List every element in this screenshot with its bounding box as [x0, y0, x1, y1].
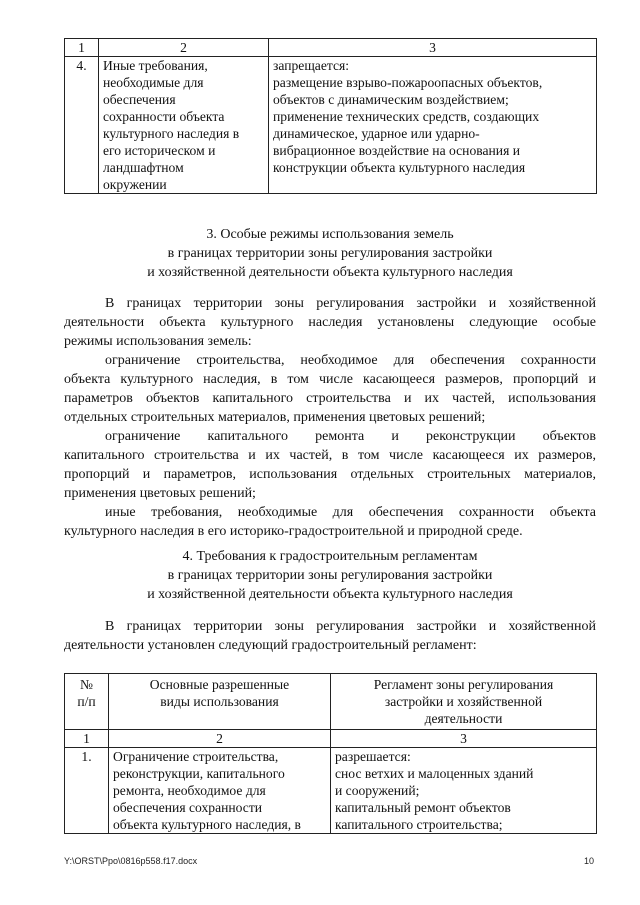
permitted-use-cell — [109, 748, 331, 834]
cell-line: снос ветхих и малоценных зданий — [335, 766, 534, 781]
text-line: ограничение капитального ремонта и реконструкции объектов — [105, 429, 596, 444]
cell-line: размещение взрыво-пожароопасных объектов, — [273, 75, 543, 90]
cell-line: обеспечения — [103, 92, 176, 107]
cell-line: применение технических средств, создающих — [273, 109, 540, 124]
urban-planning-regulation-table — [64, 673, 597, 834]
header-line: Регламент зоны регулирования — [373, 677, 554, 692]
text-line: деятельности установлен следующий градостроительный регламент: — [64, 638, 477, 653]
text-line: культурного наследия в его историко-градостроительной и природной среде. — [64, 524, 523, 539]
header-line: № — [80, 677, 93, 692]
table-header-numbers-row — [65, 39, 597, 57]
cell-line: объекта культурного наследия, в — [113, 817, 301, 832]
text-line: объекта культурного наследия, в том числе касающееся размеров, пропорций и — [64, 372, 596, 387]
header-line: Основные разрешенные — [149, 677, 290, 692]
text-line: иные требования, необходимые для обеспечения сохранности объекта — [105, 505, 596, 520]
requirement-type-cell — [99, 57, 269, 194]
text-line: режимы использования земель: — [64, 334, 252, 349]
table-row — [65, 57, 597, 194]
cell-line: динамическое, ударное или ударно- — [273, 126, 480, 141]
title-line: и хозяйственной деятельности объекта культурного наследия — [147, 265, 513, 280]
cell-line: вибрационное воздействие на основания и — [273, 143, 520, 158]
column-number-3: 3 — [269, 39, 597, 57]
text-line: деятельности объекта культурного наследия установлены следующие особые — [64, 315, 596, 330]
section-3-body — [64, 294, 596, 541]
header-permitted-uses-cell — [109, 674, 331, 730]
text-line: отдельных строительных материалов, применения цветовых решений; — [64, 410, 486, 425]
requirements-table-continued — [64, 38, 597, 194]
cell-line: ремонта, необходимое для — [113, 783, 266, 798]
cell-line: сохранности объекта — [103, 109, 225, 124]
text-line: В границах территории зоны регулирования застройки и хозяйственной — [105, 296, 596, 311]
regulation-cell — [331, 748, 597, 834]
cell-line: запрещается: — [273, 58, 350, 73]
title-line: в границах территории зоны регулирования застройки — [167, 568, 493, 583]
text-line: параметров объектов капитального строительства и их частей, использования — [64, 391, 596, 406]
text-line: ограничение строительства, необходимое для обеспечения сохранности — [105, 353, 596, 368]
cell-line: Иные требования, — [103, 58, 208, 73]
cell-line: капитальный ремонт объектов — [335, 800, 511, 815]
header-line: застройки и хозяйственной — [384, 694, 543, 709]
column-number-2: 2 — [99, 39, 269, 57]
column-number-3: 3 — [331, 730, 597, 748]
cell-line: конструкции объекта культурного наследия — [273, 160, 526, 175]
cell-line: объектов с динамическим воздействием; — [273, 92, 509, 107]
header-number-cell — [65, 674, 109, 730]
header-line: виды использования — [160, 694, 279, 709]
cell-line: культурного наследия в — [103, 126, 240, 141]
title-line: 3. Особые режимы использования земель — [206, 227, 454, 242]
cell-line: обеспечения сохранности — [113, 800, 263, 815]
cell-line: капитального строительства; — [335, 817, 503, 832]
section-3-title — [64, 225, 596, 282]
text-line: пропорций и параметров, использования отдельных строительных материалов, — [64, 467, 596, 482]
column-number-1: 1 — [65, 39, 99, 57]
column-number-1: 1 — [65, 730, 109, 748]
row-number: 1. — [65, 748, 109, 834]
title-line: 4. Требования к градостроительным регламентам — [182, 549, 478, 564]
title-line: в границах территории зоны регулирования застройки — [167, 246, 493, 261]
requirement-content-cell — [269, 57, 597, 194]
column-number-2: 2 — [109, 730, 331, 748]
cell-line: его историческом и — [103, 143, 216, 158]
cell-line: и сооружений; — [335, 783, 420, 798]
text-line: капитального строительства и их частей, в том числе касающееся их размеров, — [64, 448, 596, 463]
header-line: п/п — [77, 694, 96, 709]
cell-line: разрешается: — [335, 749, 411, 764]
table-row — [65, 748, 597, 834]
title-line: и хозяйственной деятельности объекта культурного наследия — [147, 587, 513, 602]
text-line: В границах территории зоны регулирования застройки и хозяйственной — [105, 619, 596, 634]
header-line: деятельности — [424, 711, 503, 726]
section-4-title — [64, 547, 596, 604]
table-numbers-row — [65, 730, 597, 748]
table-header-row — [65, 674, 597, 730]
row-number: 4. — [65, 57, 99, 194]
page-number: 10 — [584, 856, 595, 866]
text-line: применения цветовых решений; — [64, 486, 256, 501]
cell-line: необходимые для — [103, 75, 204, 90]
cell-line: реконструкции, капитального — [113, 766, 285, 781]
cell-line: ландшафтном — [103, 160, 184, 175]
section-4-body — [64, 617, 596, 655]
cell-line: окружении — [103, 177, 167, 192]
cell-line: Ограничение строительства, — [113, 749, 279, 764]
footer-file-path: Y:\ORST\Ppo\0816p558.f17.docx — [64, 856, 198, 866]
header-regulation-cell — [331, 674, 597, 730]
